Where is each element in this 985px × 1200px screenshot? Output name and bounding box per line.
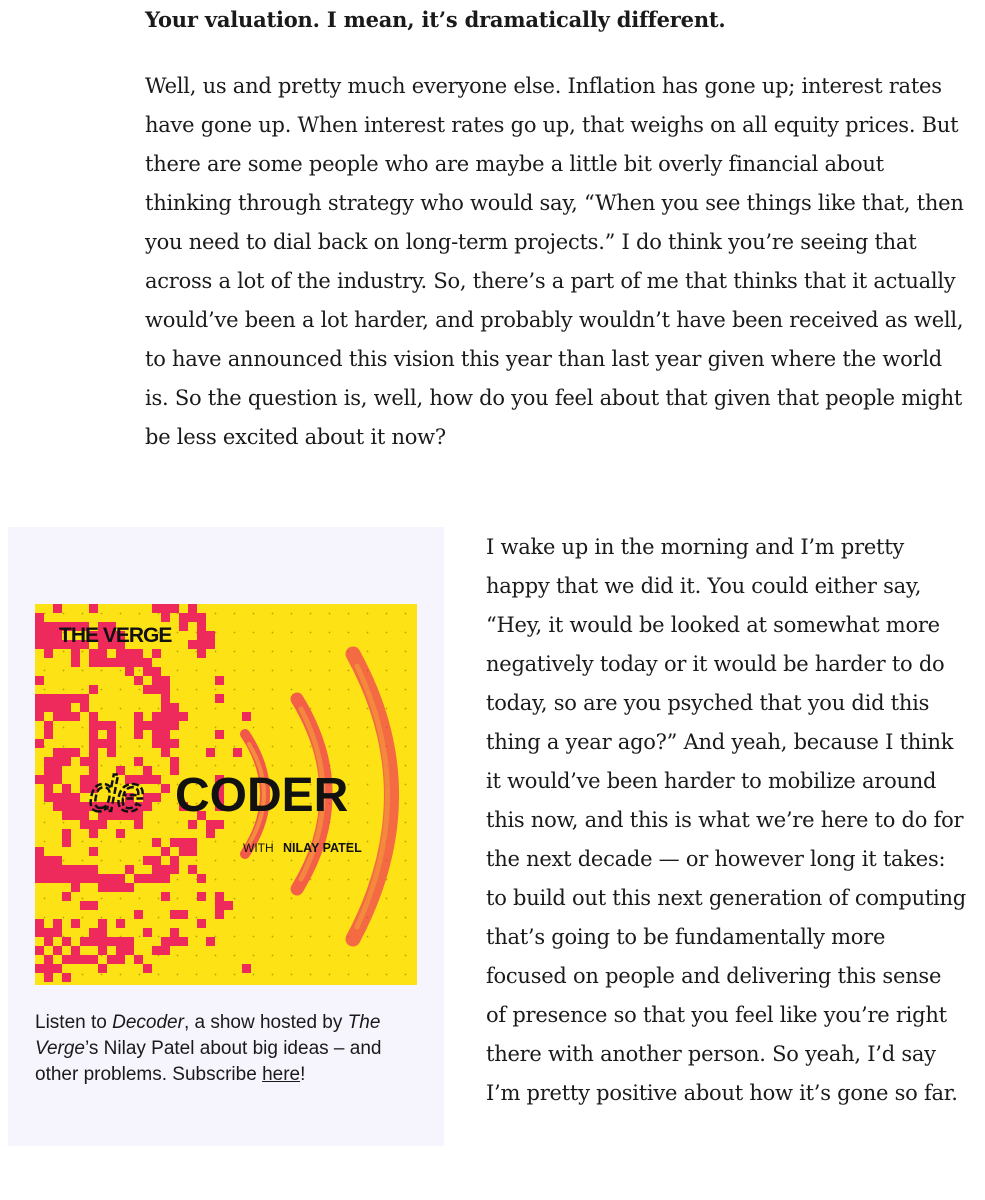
pixel: [134, 757, 143, 766]
pixel: [170, 910, 179, 919]
pixel: [89, 928, 98, 937]
pixel: [71, 694, 80, 703]
pixel: [125, 667, 134, 676]
pixel: [44, 640, 53, 649]
pixel: [215, 910, 224, 919]
pixel: [35, 775, 44, 784]
pixel: [98, 874, 107, 883]
pixel: [44, 973, 53, 982]
pixel: [35, 847, 44, 856]
pixel: [35, 874, 44, 883]
pixel: [98, 721, 107, 730]
pixel: [80, 784, 89, 793]
pixel: [170, 928, 179, 937]
pixel: [152, 775, 161, 784]
pixel: [215, 730, 224, 739]
pixel: [152, 604, 161, 613]
pixel: [44, 694, 53, 703]
pixel: [116, 955, 125, 964]
pixel: [35, 964, 44, 973]
pixel: [116, 658, 125, 667]
pixel: [161, 604, 170, 613]
pixel: [89, 757, 98, 766]
pixel: [152, 685, 161, 694]
pixel: [35, 856, 44, 865]
pixel: [62, 712, 71, 721]
pixel: [206, 640, 215, 649]
pixel: [71, 874, 80, 883]
pixel: [89, 847, 98, 856]
pixel: [71, 658, 80, 667]
pixel: [197, 631, 206, 640]
pixel: [188, 613, 197, 622]
pixel: [80, 757, 89, 766]
pixel: [44, 703, 53, 712]
pixel: [152, 838, 161, 847]
pixel: [215, 901, 224, 910]
pixel: [170, 739, 179, 748]
pixel: [53, 946, 62, 955]
pixel: [71, 946, 80, 955]
pixel: [35, 703, 44, 712]
pixel: [89, 649, 98, 658]
pixel: [143, 874, 152, 883]
pixel: [62, 937, 71, 946]
pixel: [161, 892, 170, 901]
pixel: [80, 820, 89, 829]
pixel: [197, 649, 206, 658]
pixel: [152, 649, 161, 658]
pixel: [62, 892, 71, 901]
pixel: [206, 748, 215, 757]
pixel: [179, 712, 188, 721]
answer-paragraph: Well, us and pretty much everyone else. Inflation has gone up; interest rates have gone up. When interest rates go up, that weighs on all equity prices. But there are some people who are maybe a little bit overly financial about thinking through strategy who would say, “When you see things like that, then you need to dial back on long-term projects.” I do think you’re seeing that across a lot of the industry. So, there’s a part of me that thinks that it actually would’ve been a lot harder, and probably wouldn’t have been received as well, to have announced this vision this year than last year given where the world is. So the question is, well, how do you feel about that given that people might be less excited about it now?: [145, 74, 964, 449]
pixel: [161, 694, 170, 703]
pixel: [62, 865, 71, 874]
caption-text: , a show hosted by: [183, 1012, 348, 1033]
pixel: [152, 730, 161, 739]
pixel: [71, 811, 80, 820]
pixel: [53, 766, 62, 775]
pixel: [35, 613, 44, 622]
pixel: [98, 883, 107, 892]
pixel: [35, 640, 44, 649]
cover-title-prefix: de: [89, 766, 145, 822]
pixel: [98, 649, 107, 658]
pixel: [53, 793, 62, 802]
pixel: [53, 856, 62, 865]
pixel: [89, 604, 98, 613]
pixel: [170, 604, 179, 613]
question-text: Your valuation. I mean, it’s dramatically different.: [145, 7, 726, 32]
pixel: [53, 802, 62, 811]
pixel: [161, 946, 170, 955]
pixel: [53, 703, 62, 712]
pixel: [89, 685, 98, 694]
pixel: [80, 901, 89, 910]
pixel: [188, 847, 197, 856]
cover-title-main: CODER: [175, 769, 349, 822]
pixel: [89, 748, 98, 757]
pixel: [161, 865, 170, 874]
pixel: [53, 919, 62, 928]
caption-outlet-name: The Verge: [35, 1012, 381, 1059]
pixel: [35, 676, 44, 685]
pixel: [134, 658, 143, 667]
pixel: [53, 694, 62, 703]
cover-title: [89, 766, 348, 822]
pixel: [80, 937, 89, 946]
pixel: [134, 910, 143, 919]
pixel: [53, 964, 62, 973]
pixel: [44, 955, 53, 964]
pixel: [71, 793, 80, 802]
pixel: [44, 730, 53, 739]
pixel: [134, 712, 143, 721]
pixel: [152, 712, 161, 721]
pixel: [134, 955, 143, 964]
pixel: [161, 613, 170, 622]
pixel: [125, 883, 134, 892]
pixel: [89, 955, 98, 964]
pixel: [53, 865, 62, 874]
pixel: [125, 658, 134, 667]
pixel: [89, 937, 98, 946]
pixel: [35, 694, 44, 703]
pixel: [152, 667, 161, 676]
pixel: [35, 946, 44, 955]
pixel: [206, 829, 215, 838]
pixel: [53, 748, 62, 757]
pixel: [179, 838, 188, 847]
podcast-promo: [8, 527, 444, 1146]
pixel: [188, 640, 197, 649]
pixel: [116, 829, 125, 838]
pixel: [116, 874, 125, 883]
pixel: [44, 721, 53, 730]
pixel: [152, 721, 161, 730]
pixel: [161, 676, 170, 685]
pixel: [80, 775, 89, 784]
pixel: [116, 649, 125, 658]
decoder-cover-art[interactable]: [35, 604, 417, 985]
pixel: [107, 721, 116, 730]
subscribe-link[interactable]: here: [262, 1064, 301, 1085]
pixel: [44, 874, 53, 883]
pixel: [143, 685, 152, 694]
pixel: [152, 739, 161, 748]
pixel: [179, 847, 188, 856]
cover-brand: THE VERGE: [59, 624, 172, 647]
pixel: [53, 604, 62, 613]
pixel: [116, 883, 125, 892]
pixel: [80, 955, 89, 964]
pixel: [71, 649, 80, 658]
pixel: [188, 865, 197, 874]
pixel: [44, 784, 53, 793]
pixel: [143, 856, 152, 865]
pixel: [35, 622, 44, 631]
pixel: [89, 829, 98, 838]
pixel: [116, 946, 125, 955]
pixel: [188, 604, 197, 613]
pixel: [80, 802, 89, 811]
pixel: [107, 937, 116, 946]
pixel: [197, 874, 206, 883]
pixel: [125, 865, 134, 874]
pixel: [44, 631, 53, 640]
pixel: [143, 658, 152, 667]
pixel: [53, 712, 62, 721]
pixel: [152, 946, 161, 955]
pixel: [170, 856, 179, 865]
pixel: [107, 658, 116, 667]
pixel: [71, 955, 80, 964]
pixel: [89, 730, 98, 739]
pixel: [170, 865, 179, 874]
pixel: [152, 874, 161, 883]
pixel: [152, 856, 161, 865]
pixel: [71, 883, 80, 892]
pixel: [80, 811, 89, 820]
pixel: [170, 838, 179, 847]
pixel: [242, 964, 251, 973]
pixel: [80, 874, 89, 883]
pixel: [206, 631, 215, 640]
pixel: [62, 748, 71, 757]
pixel: [170, 703, 179, 712]
pixel: [89, 721, 98, 730]
pixel: [89, 865, 98, 874]
caption-text: !: [300, 1064, 306, 1085]
pixel: [62, 829, 71, 838]
pixel: [152, 676, 161, 685]
pixel: [170, 937, 179, 946]
pixel: [116, 919, 125, 928]
pixel: [62, 874, 71, 883]
pixel: [35, 865, 44, 874]
pixel: [98, 937, 107, 946]
pixel: [53, 775, 62, 784]
pixel: [143, 964, 152, 973]
pixel: [161, 748, 170, 757]
pixel: [161, 730, 170, 739]
pixel: [44, 964, 53, 973]
pixel: [44, 757, 53, 766]
pixel: [62, 694, 71, 703]
pixel: [134, 676, 143, 685]
pixel: [215, 694, 224, 703]
pixel: [107, 874, 116, 883]
pixel: [44, 775, 53, 784]
pixel: [179, 622, 188, 631]
pixel: [35, 631, 44, 640]
pixel: [197, 622, 206, 631]
pixel: [215, 892, 224, 901]
pixel: [134, 874, 143, 883]
pixel: [107, 883, 116, 892]
pixel: [161, 739, 170, 748]
pixel: [143, 928, 152, 937]
cover-byline-prefix: WITH: [243, 841, 274, 855]
pixel: [161, 685, 170, 694]
pixel: [80, 694, 89, 703]
pixel: [143, 721, 152, 730]
pixel: [80, 865, 89, 874]
pixel: [179, 910, 188, 919]
pixel: [152, 793, 161, 802]
pixel: [197, 892, 206, 901]
pixel: [197, 919, 206, 928]
pixel: [134, 721, 143, 730]
pixel: [107, 730, 116, 739]
pixel: [161, 874, 170, 883]
pixel: [179, 937, 188, 946]
pixel: [89, 874, 98, 883]
pixel: [35, 928, 44, 937]
pixel: [206, 937, 215, 946]
pixel: [89, 712, 98, 721]
pixel: [62, 955, 71, 964]
pixel: [71, 802, 80, 811]
pixel: [161, 721, 170, 730]
pixel: [35, 712, 44, 721]
pixel: [215, 676, 224, 685]
pixel: [80, 703, 89, 712]
pixel: [71, 748, 80, 757]
pixel: [197, 640, 206, 649]
pixel: [98, 928, 107, 937]
pixel: [161, 847, 170, 856]
caption-text: ’s Nilay Patel about big ideas – and other problems. Subscribe: [35, 1038, 382, 1085]
pixel: [134, 649, 143, 658]
cover-byline-name: NILAY PATEL: [283, 841, 362, 855]
pixel: [125, 649, 134, 658]
pixel: [224, 901, 233, 910]
pixel: [62, 838, 71, 847]
pixel: [143, 667, 152, 676]
podcast-caption: [35, 1010, 430, 1088]
pixel: [44, 649, 53, 658]
pixel: [62, 811, 71, 820]
pixel: [233, 748, 242, 757]
pixel: [170, 721, 179, 730]
pixel: [242, 712, 251, 721]
pixel: [44, 937, 53, 946]
pixel: [161, 712, 170, 721]
pixel: [98, 919, 107, 928]
pixel: [116, 937, 125, 946]
pixel: [125, 937, 134, 946]
pixel: [53, 757, 62, 766]
pixel: [44, 622, 53, 631]
pixel: [161, 937, 170, 946]
pixel: [161, 784, 170, 793]
pixel: [44, 793, 53, 802]
pixel: [62, 802, 71, 811]
pixel: [152, 865, 161, 874]
caption-text: Listen to: [35, 1012, 113, 1033]
pixel: [71, 865, 80, 874]
pixel: [71, 919, 80, 928]
pixel: [62, 793, 71, 802]
pixel: [44, 865, 53, 874]
pixel: [134, 730, 143, 739]
pixel: [62, 973, 71, 982]
pixel: [89, 739, 98, 748]
pixel: [62, 757, 71, 766]
pixel: [107, 748, 116, 757]
pixel: [179, 613, 188, 622]
pixel: [107, 955, 116, 964]
pixel: [89, 658, 98, 667]
pixel: [62, 703, 71, 712]
pixel: [44, 856, 53, 865]
pixel: [89, 901, 98, 910]
pixel: [44, 766, 53, 775]
pixel: [35, 739, 44, 748]
pixel: [125, 946, 134, 955]
caption-show-name: Decoder: [112, 1012, 184, 1033]
pixel: [107, 739, 116, 748]
pixel: [98, 946, 107, 955]
pixel: [188, 838, 197, 847]
pixel: [98, 658, 107, 667]
pixel: [53, 928, 62, 937]
pixel: [62, 784, 71, 793]
pixel: [197, 613, 206, 622]
pixel: [71, 712, 80, 721]
pixel: [35, 919, 44, 928]
pixel: [161, 703, 170, 712]
pixel: [44, 928, 53, 937]
pixel: [53, 874, 62, 883]
answer-paragraph: I wake up in the morning and I’m pretty happy that we did it. You could either say, “Hey, it would be looked at somewhat more negatively today or it would be harder to do today, so are you psyched that you did this thing a year ago?” And yeah, because I think it would’ve been harder to mobilize around this now, and this is what we’re here to do for the next decade — or however long it takes: to build out this next generation of computing that’s going to be fundamentally more focused on people and delivering this sense of presence so that you feel like you’re right there with another person. So yeah, I’d say I’m pretty positive about how it’s gone so far.: [486, 535, 966, 1105]
pixel: [170, 712, 179, 721]
pixel: [98, 739, 107, 748]
pixel: [170, 757, 179, 766]
pixel: [98, 964, 107, 973]
